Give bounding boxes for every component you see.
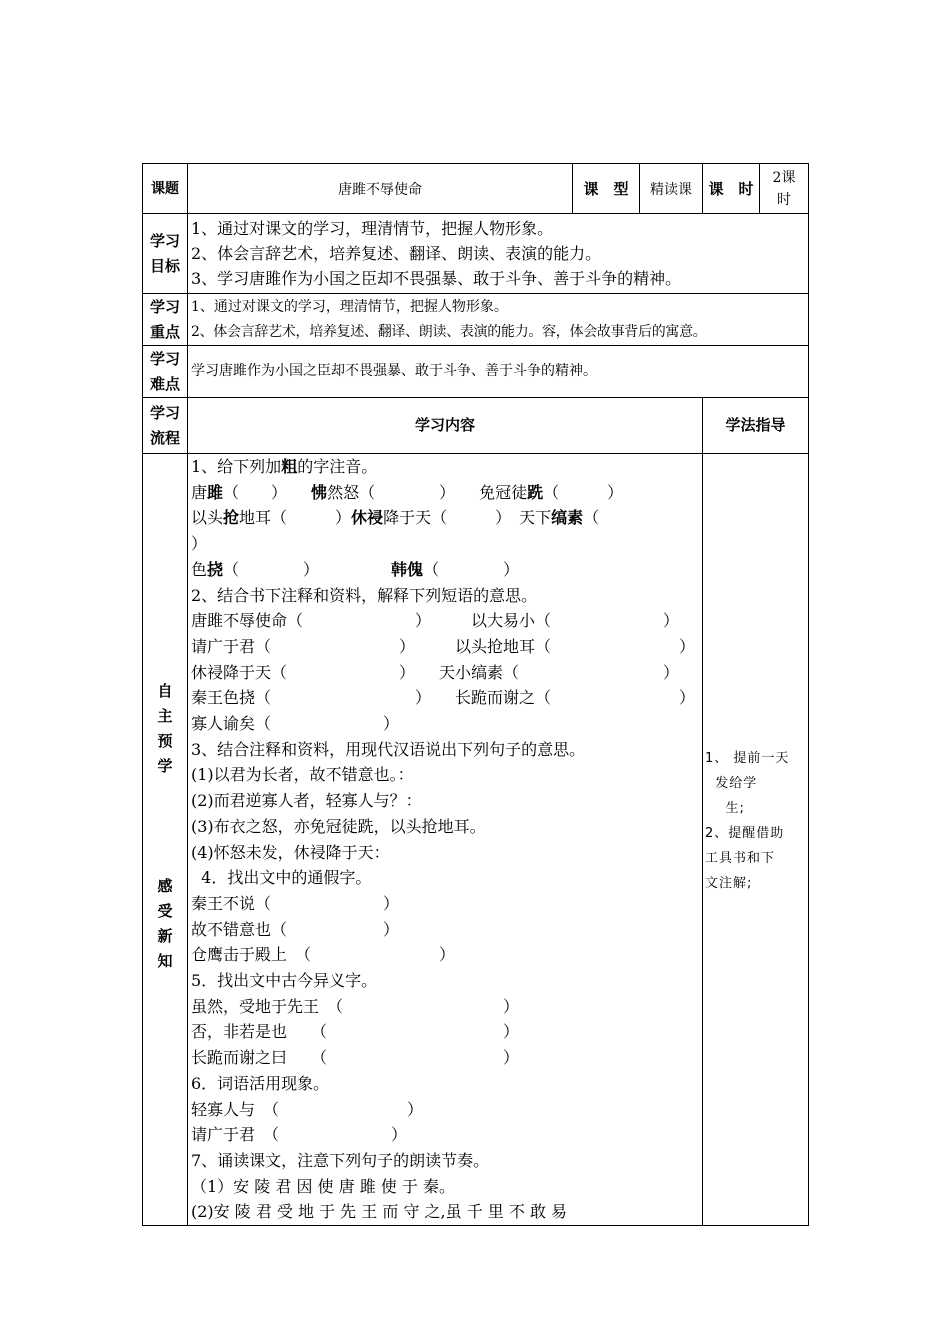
q5-line: 虽然，受地于先王 （ ） [191,996,520,1016]
q1-line: 唐雎（ ） 怫然怒（ ） 免冠徒跣（ ） [191,482,624,502]
process-header-row [143,398,809,454]
goals-label-line-1: 学习 [149,231,180,250]
guide-line: 发给学 [705,776,758,791]
hours-label: 课 时 [703,164,760,214]
q2-line: 秦王色挠（ ） 长跪而谢之（ ） [191,688,696,708]
key-points-content [188,294,809,346]
q1-line: 以头抢地耳（ ）休祲降于天（ ） 天下缟素（ [191,508,600,528]
goal-line: 2、体会言辞艺术，培养复述、翻译、朗读、表演的能力。 [191,244,602,263]
q1-title: 1、给下列加粗的字注音。 [191,457,378,476]
hours-value-line-2: 时 [777,191,791,208]
goals-row [143,214,809,294]
side-label-char: 感 [157,877,173,895]
q2-line: 唐雎不辱使命（ ） 以大易小（ ） [191,611,680,631]
goal-line: 3、学习唐雎作为小国之臣却不畏强暴、敢于斗争、善于斗争的精神。 [191,269,682,288]
key-point-line: 1、通过对课文的学习，理清情节，把握人物形象。 [191,298,508,315]
q1-line: 色挠（ ） 韩傀（ ） [191,559,520,579]
q1-line: ） [191,534,208,554]
main-content-row [143,454,809,1226]
side-label-char: 学 [157,757,173,775]
q7-line: (2)安 陵 君 受 地 于 先 王 而 守 之,虽 千 里 不 敢 易 [191,1202,568,1222]
goals-label [143,214,188,294]
goal-line: 1、通过对课文的学习，理清情节，把握人物形象。 [191,219,554,238]
q3-line: (3)布衣之怒，亦免冠徒跣，以头抢地耳。 [191,816,486,836]
side-label-char: 预 [157,732,173,750]
key-points-label-line-2: 重点 [149,322,180,341]
difficulties-label [143,346,188,398]
q3-line: (1)以君为长者，故不错意也。： [191,765,414,785]
study-content [188,454,703,1226]
study-guide [703,454,809,1226]
q7-line: （1）安 陵 君 因 使 唐 雎 使 于 秦。 [191,1176,455,1196]
q5-line: 长跪而谢之曰 （ ） [191,1048,520,1068]
q3-line: (4)怀怒未发，休祲降于天： [191,842,390,862]
side-label-char: 自 [157,682,173,700]
key-points-row [143,294,809,346]
q6-line: 轻寡人与 （ ） [191,1099,424,1119]
guide-column-header: 学法指导 [703,398,809,454]
q5-line: 否，非若是也 （ ） [191,1022,520,1042]
lesson-plan-table [142,163,809,1226]
side-label-char: 知 [157,952,173,970]
q5-title: 5．找出文中古今异义字。 [191,971,378,991]
key-points-label-line-1: 学习 [149,297,180,316]
q4-line: 秦王不说（ ） [191,893,400,913]
topic-label: 课题 [143,164,188,214]
difficulties-label-line-1: 学习 [149,349,180,368]
q4-line: 故不错意也（ ） [191,919,400,939]
guide-line: 文注解; [705,876,753,891]
key-points-label [143,294,188,346]
side-labels [143,454,188,1226]
process-label [143,398,188,454]
q3-title: 3、结合注释和资料，用现代汉语说出下列句子的意思。 [191,739,586,759]
side-label-char: 受 [157,902,173,920]
q4-line: 仓鹰击于殿上 （ ） [191,945,456,965]
q3-line: (2)而君逆寡人者，轻寡人与？： [191,791,422,811]
q2-line: 寡人谕矣（ ） [191,714,400,734]
header-row [143,164,809,214]
process-label-line-1: 学习 [149,403,180,422]
topic-title: 唐雎不辱使命 [188,164,573,214]
hours-value-line-1: 2课 [772,169,796,186]
q6-line: 请广于君 （ ） [191,1125,408,1145]
type-label: 课 型 [573,164,640,214]
guide-line: 2、提醒借助 [705,826,785,841]
guide-line: 工具书和下 [705,851,776,866]
key-point-line: 2、体会言辞艺术，培养复述、翻译、朗读、表演的能力。容，体会故事背后的寓意。 [191,323,707,340]
guide-line: 生; [705,801,745,816]
q7-title: 7、诵读课文，注意下列句子的朗读节奏。 [191,1150,490,1170]
side-label-char: 新 [157,927,173,945]
q2-line: 休祲降于天（ ） 天小缟素（ ） [191,662,680,682]
process-label-line-2: 流程 [149,428,180,447]
difficulties-row [143,346,809,398]
goals-content [188,214,809,294]
guide-line: 1、 提前一天 [705,751,790,766]
q6-title: 6．词语活用现象。 [191,1073,330,1093]
hours-value [760,164,809,214]
type-value: 精读课 [640,164,703,214]
side-label-char: 主 [157,707,173,725]
q4-title: 4．找出文中的通假字。 [191,868,372,888]
difficulties-label-line-2: 难点 [149,374,180,393]
difficulties-content: 学习唐雎作为小国之臣却不畏强暴、敢于斗争、善于斗争的精神。 [188,346,809,398]
q2-line: 请广于君（ ） 以头抢地耳（ ） [191,636,696,656]
q2-title: 2、结合书下注释和资料，解释下列短语的意思。 [191,585,538,605]
goals-label-line-2: 目标 [149,256,180,275]
content-column-header: 学习内容 [188,398,703,454]
